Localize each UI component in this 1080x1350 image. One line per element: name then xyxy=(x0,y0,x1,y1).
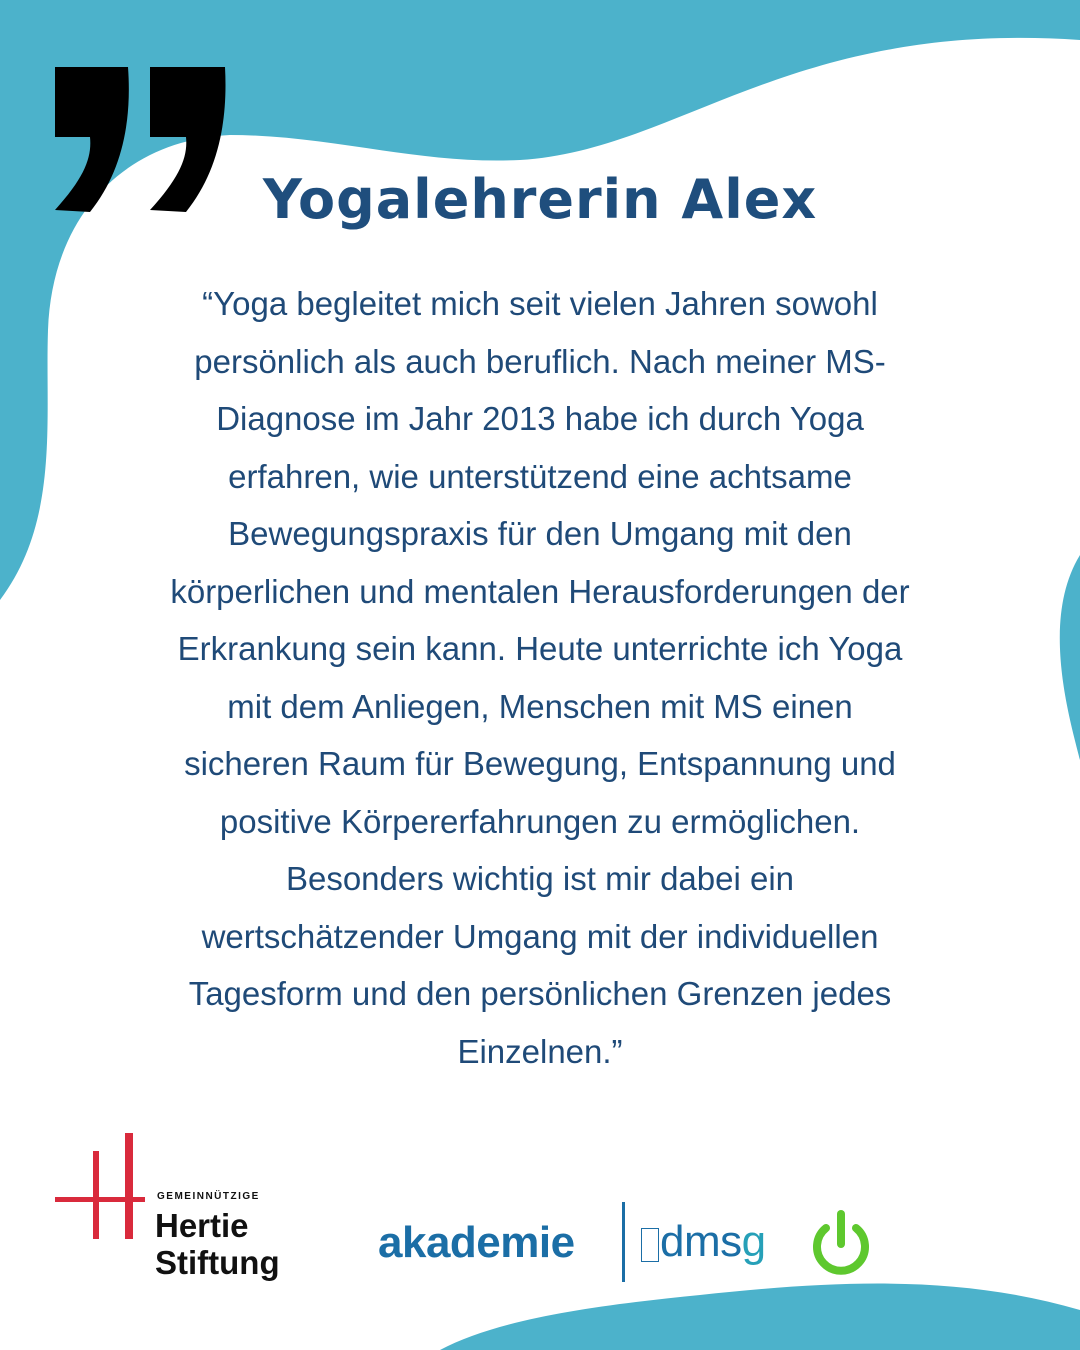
quote-line: Diagnose im Jahr 2013 habe ich durch Yoga xyxy=(216,400,864,437)
akademie-wordmark: akademie xyxy=(378,1218,575,1267)
quote-line: mit dem Anliegen, Menschen mit MS einen xyxy=(227,687,853,725)
quote-line: Besonders wichtig ist mir dabei ein xyxy=(285,860,795,897)
hertie-h-icon xyxy=(55,1133,145,1243)
hertie-stiftung-logo xyxy=(55,1133,305,1293)
dmsg-bracket-icon xyxy=(641,1228,659,1262)
page-title: Yogalehrerin Alex xyxy=(262,168,818,231)
quote-line: persönlich als auch beruflich. Nach meiner MS- xyxy=(194,342,886,380)
quote-line: “Yoga begleitet mich seit vielen Jahren sowohl xyxy=(202,285,878,322)
logo-divider xyxy=(622,1202,625,1282)
akademie-dmsg-logo xyxy=(378,1200,898,1290)
quote-line: erfahren, wie unterstützend eine achtsame xyxy=(228,457,852,495)
dmsg-end: g xyxy=(741,1217,766,1266)
quote-line: Tagesform und den persönlichen Grenzen jedes xyxy=(188,975,892,1012)
quote-line: Einzelnen.” xyxy=(457,1032,623,1070)
hertie-name: Hertie xyxy=(155,1207,249,1244)
quote-line: Erkrankung sein kann. Heute unterrichte ich Yoga xyxy=(177,630,903,667)
quote-line: Bewegungspraxis für den Umgang mit den xyxy=(228,515,852,552)
dmsg-wordmark xyxy=(660,1217,766,1267)
quote-line: sicheren Raum für Bewegung, Entspannung und xyxy=(184,745,896,782)
quote-line: körperlichen und mentalen Herausforderungen der xyxy=(170,572,910,610)
quote-line: positive Körpererfahrungen zu ermöglichen. xyxy=(219,802,861,840)
power-icon xyxy=(808,1208,874,1278)
hertie-small-label: GEMEINNÜTZIGE xyxy=(157,1191,260,1202)
stiftung-name: Stiftung xyxy=(155,1244,280,1281)
dmsg-main: dms xyxy=(660,1217,742,1266)
quote-text xyxy=(100,275,980,1080)
quote-line: wertschätzender Umgang mit der individuellen xyxy=(201,917,879,955)
